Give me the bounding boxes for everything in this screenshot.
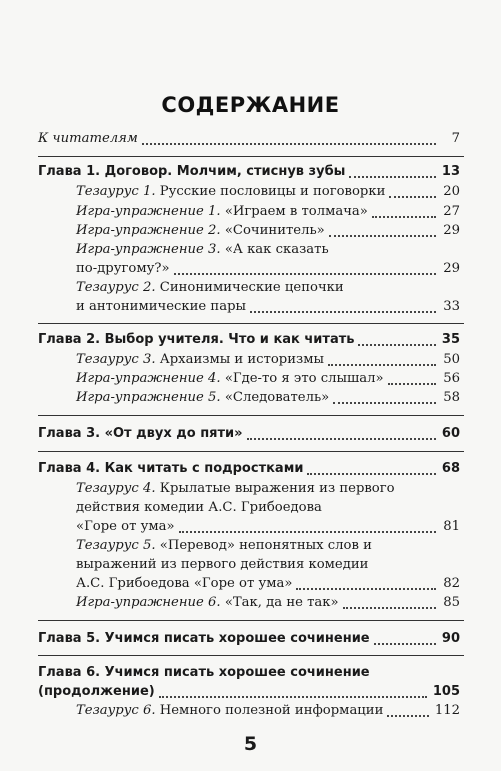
toc-page: 27 xyxy=(443,204,460,219)
toc-chapter-3 xyxy=(38,425,460,442)
section-divider xyxy=(38,323,464,324)
toc-page: 20 xyxy=(443,184,460,199)
entry-text: Крылатые выражения из первого xyxy=(155,481,395,496)
entry-kind: Игра-упражнение 1. xyxy=(76,204,221,219)
toc-page: 29 xyxy=(443,261,460,276)
chapter-title: Глава 3. «От двух до пяти» xyxy=(38,426,243,441)
entry-text: А.С. Грибоедова «Горе от ума» xyxy=(76,576,293,591)
toc-chapter-4 xyxy=(38,460,460,477)
toc-chapter-5 xyxy=(38,630,460,647)
dot-leader xyxy=(179,529,436,533)
chapter-title: (продолжение) xyxy=(38,684,155,699)
entry-kind: Тезаурус 3. xyxy=(76,352,156,367)
toc-entry-cont xyxy=(76,575,460,592)
toc-entry-line xyxy=(76,241,329,258)
dot-leader xyxy=(343,605,436,609)
section-divider xyxy=(38,655,464,656)
toc-chapter-1 xyxy=(38,163,460,180)
toc-entry-line xyxy=(76,556,368,573)
entry-kind: Игра-упражнение 5. xyxy=(76,390,221,405)
toc-entry xyxy=(76,203,460,220)
toc-entry xyxy=(76,370,460,387)
dot-leader xyxy=(333,400,436,404)
toc-chapter-2 xyxy=(38,331,460,348)
toc-page: 81 xyxy=(443,519,460,534)
entry-text: «Играем в толмача» xyxy=(220,204,368,219)
entry-text: и антонимические пары xyxy=(76,299,247,314)
toc-page: 58 xyxy=(443,390,460,405)
toc-entry-line xyxy=(76,537,372,554)
entry-text: действия комедии А.С. Грибоедова xyxy=(76,500,322,515)
entry-kind: Тезаурус 2. xyxy=(76,280,156,295)
dot-leader xyxy=(388,381,436,385)
dot-leader xyxy=(159,694,427,698)
toc-page: 50 xyxy=(443,352,460,367)
dot-leader xyxy=(329,233,436,237)
entry-text: Архаизмы и историзмы xyxy=(155,352,324,367)
entry-text: Синонимические цепочки xyxy=(155,280,344,295)
entry-text: Русские пословицы и поговорки xyxy=(155,184,386,199)
entry-text: по-другому?» xyxy=(76,261,170,276)
dot-leader xyxy=(372,214,436,218)
dot-leader xyxy=(358,342,435,346)
entry-kind: Тезаурус 1. xyxy=(76,184,156,199)
dot-leader xyxy=(328,362,436,366)
entry-text: «Сочинитель» xyxy=(220,223,325,238)
toc-entry xyxy=(76,222,460,239)
page-number: 5 xyxy=(243,733,258,755)
dot-leader xyxy=(374,641,436,645)
entry-text: Немного полезной информации xyxy=(155,703,384,718)
chapter-title: Глава 4. Как читать с подростками xyxy=(38,461,304,476)
dot-leader xyxy=(142,141,436,145)
toc-chapter-6-cont xyxy=(38,683,460,700)
dot-leader xyxy=(387,713,428,717)
toc-page: 68 xyxy=(441,461,460,476)
chapter-title: Глава 5. Учимся писать хорошее сочинение xyxy=(38,631,370,646)
chapter-title: Глава 2. Выбор учителя. Что и как читать xyxy=(38,332,355,347)
page-title: СОДЕРЖАНИЕ xyxy=(161,93,340,117)
toc-page: 90 xyxy=(441,631,460,646)
toc-entry-cont xyxy=(76,260,460,277)
toc-page: 33 xyxy=(443,299,460,314)
section-divider xyxy=(38,620,464,621)
toc-page: 56 xyxy=(443,371,460,386)
toc-entry-cont xyxy=(76,518,460,535)
entry-text: «А как сказать xyxy=(220,242,329,257)
toc-entry-text: К читателям xyxy=(38,131,138,146)
entry-text: «Так, да не так» xyxy=(220,595,339,610)
entry-kind: Тезаурус 6. xyxy=(76,703,156,718)
toc-page: 13 xyxy=(441,164,460,179)
toc-page: 112 xyxy=(434,703,460,718)
toc-entry-line xyxy=(76,279,344,296)
section-divider xyxy=(38,415,464,416)
entry-text: выражений из первого действия комедии xyxy=(76,557,369,572)
dot-leader xyxy=(296,586,436,590)
toc-page: 35 xyxy=(441,332,460,347)
toc-entry-line xyxy=(76,499,322,516)
toc-chapter-6 xyxy=(38,664,370,681)
toc-page: 105 xyxy=(432,684,460,699)
dot-leader xyxy=(174,271,436,275)
entry-kind: Игра-упражнение 4. xyxy=(76,371,221,386)
toc-entry-line xyxy=(76,480,395,497)
toc-entry xyxy=(76,183,460,200)
toc-page: 29 xyxy=(443,223,460,238)
section-divider xyxy=(38,156,464,157)
toc-entry xyxy=(76,594,460,611)
entry-text: «Где-то я это слышал» xyxy=(220,371,384,386)
dot-leader xyxy=(250,309,436,313)
toc-page: 82 xyxy=(443,576,460,591)
entry-text: «Перевод» непонятных слов и xyxy=(155,538,372,553)
entry-kind: Тезаурус 5. xyxy=(76,538,156,553)
entry-kind: Тезаурус 4. xyxy=(76,481,156,496)
toc-entry-cont xyxy=(76,298,460,315)
entry-kind: Игра-упражнение 2. xyxy=(76,223,221,238)
toc-entry-readers xyxy=(38,130,460,147)
toc-page: 7 xyxy=(451,131,460,146)
chapter-title: Глава 6. Учимся писать хорошее сочинение xyxy=(38,665,370,680)
entry-kind: Игра-упражнение 6. xyxy=(76,595,221,610)
toc-entry xyxy=(76,389,460,406)
entry-text: «Следователь» xyxy=(220,390,330,405)
toc-entry xyxy=(76,702,460,719)
dot-leader xyxy=(389,194,436,198)
entry-kind: Игра-упражнение 3. xyxy=(76,242,221,257)
toc-page: 85 xyxy=(443,595,460,610)
toc-entry xyxy=(76,351,460,368)
section-divider xyxy=(38,451,464,452)
dot-leader xyxy=(307,471,435,475)
chapter-title: Глава 1. Договор. Молчим, стиснув зубы xyxy=(38,164,346,179)
entry-text: «Горе от ума» xyxy=(76,519,175,534)
dot-leader xyxy=(247,436,436,440)
toc-page: 60 xyxy=(441,426,460,441)
dot-leader xyxy=(349,174,435,178)
